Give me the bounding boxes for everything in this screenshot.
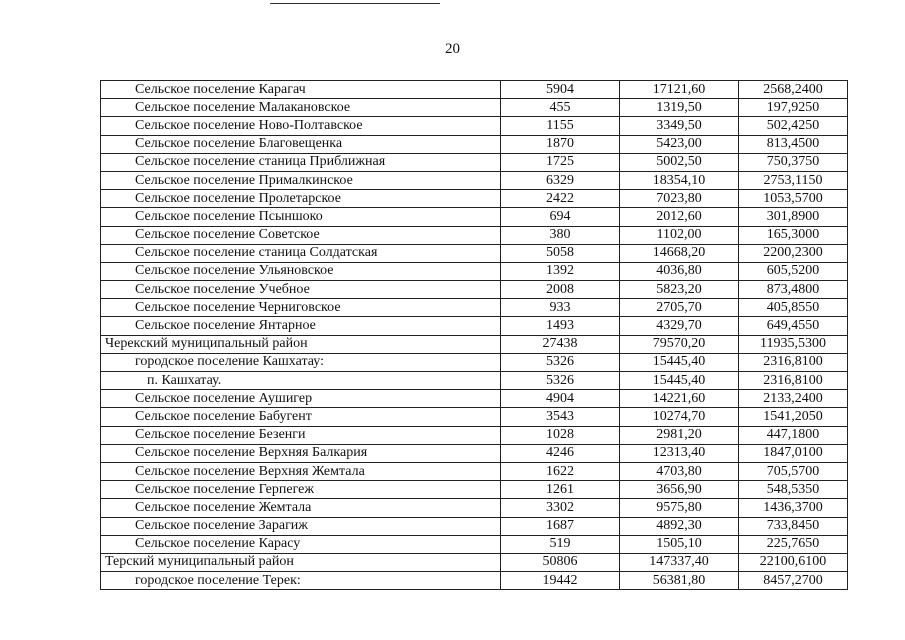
value-cell-1: 6329 [501,171,620,189]
value-cell-1: 4246 [501,444,620,462]
value-cell-1: 1687 [501,517,620,535]
table-row [101,117,848,135]
value-cell-1: 1028 [501,426,620,444]
value-cell-2: 10274,70 [620,408,739,426]
municipality-name-cell: Сельское поселение Янтарное [101,317,501,335]
table-row [101,208,848,226]
municipality-name-cell: Сельское поселение Благовещенка [101,135,501,153]
table-row [101,408,848,426]
table-row [101,517,848,535]
table-row [101,499,848,517]
municipality-name-cell: Сельское поселение станица Приближная [101,153,501,171]
value-cell-3: 2568,2400 [739,81,848,99]
value-cell-2: 4703,80 [620,462,739,480]
value-cell-2: 14221,60 [620,390,739,408]
table-row [101,262,848,280]
value-cell-3: 1847,0100 [739,444,848,462]
value-cell-1: 1870 [501,135,620,153]
value-cell-3: 2753,1150 [739,171,848,189]
value-cell-2: 5002,50 [620,153,739,171]
value-cell-1: 380 [501,226,620,244]
value-cell-3: 2316,8100 [739,353,848,371]
value-cell-1: 1493 [501,317,620,335]
value-cell-3: 750,3750 [739,153,848,171]
value-cell-2: 4329,70 [620,317,739,335]
table-row [101,226,848,244]
value-cell-3: 11935,5300 [739,335,848,353]
value-cell-2: 79570,20 [620,335,739,353]
table-row [101,135,848,153]
value-cell-1: 933 [501,299,620,317]
value-cell-3: 1541,2050 [739,408,848,426]
value-cell-3: 2200,2300 [739,244,848,262]
municipality-name-cell: Сельское поселение Верхняя Жемтала [101,462,501,480]
value-cell-3: 1436,3700 [739,499,848,517]
municipality-name-cell: Сельское поселение Ново-Полтавское [101,117,501,135]
value-cell-1: 519 [501,535,620,553]
municipality-name-cell: Сельское поселение Карасу [101,535,501,553]
value-cell-3: 301,8900 [739,208,848,226]
table-row [101,171,848,189]
value-cell-2: 4892,30 [620,517,739,535]
value-cell-1: 2422 [501,190,620,208]
table-row [101,481,848,499]
value-cell-1: 1261 [501,481,620,499]
value-cell-1: 1725 [501,153,620,171]
value-cell-3: 649,4550 [739,317,848,335]
value-cell-2: 2705,70 [620,299,739,317]
value-cell-2: 9575,80 [620,499,739,517]
value-cell-1: 1155 [501,117,620,135]
municipality-name-cell: Сельское поселение Зарагиж [101,517,501,535]
value-cell-2: 12313,40 [620,444,739,462]
value-cell-2: 2012,60 [620,208,739,226]
table-row [101,426,848,444]
value-cell-3: 8457,2700 [739,572,848,590]
municipality-name-cell: Сельское поселение Аушигер [101,390,501,408]
value-cell-1: 3302 [501,499,620,517]
municipality-name-cell: Сельское поселение Псыншоко [101,208,501,226]
table-row [101,353,848,371]
value-cell-3: 813,4500 [739,135,848,153]
table-row [101,553,848,571]
table-row [101,444,848,462]
value-cell-2: 3656,90 [620,481,739,499]
value-cell-1: 694 [501,208,620,226]
table-row [101,153,848,171]
value-cell-3: 873,4800 [739,281,848,299]
table-row [101,572,848,590]
municipality-name-cell: Сельское поселение Советское [101,226,501,244]
value-cell-1: 27438 [501,335,620,353]
value-cell-3: 2316,8100 [739,372,848,390]
value-cell-1: 1622 [501,462,620,480]
value-cell-2: 15445,40 [620,353,739,371]
value-cell-2: 56381,80 [620,572,739,590]
value-cell-2: 15445,40 [620,372,739,390]
value-cell-3: 605,5200 [739,262,848,280]
value-cell-3: 405,8550 [739,299,848,317]
value-cell-3: 733,8450 [739,517,848,535]
value-cell-3: 705,5700 [739,462,848,480]
value-cell-2: 5823,20 [620,281,739,299]
value-cell-3: 548,5350 [739,481,848,499]
municipality-name-cell: городское поселение Терек: [101,572,501,590]
value-cell-2: 1319,50 [620,99,739,117]
value-cell-3: 165,3000 [739,226,848,244]
table-body [101,81,848,590]
value-cell-3: 225,7650 [739,535,848,553]
municipality-name-cell: Сельское поселение Герпегеж [101,481,501,499]
table-row [101,281,848,299]
value-cell-2: 2981,20 [620,426,739,444]
value-cell-1: 5326 [501,353,620,371]
value-cell-1: 3543 [501,408,620,426]
value-cell-2: 17121,60 [620,81,739,99]
value-cell-1: 50806 [501,553,620,571]
value-cell-1: 19442 [501,572,620,590]
municipality-name-cell: п. Кашхатау. [101,372,501,390]
value-cell-1: 1392 [501,262,620,280]
value-cell-2: 147337,40 [620,553,739,571]
value-cell-2: 7023,80 [620,190,739,208]
municipality-name-cell: Сельское поселение Карагач [101,81,501,99]
municipality-name-cell: городское поселение Кашхатау: [101,353,501,371]
table-row [101,317,848,335]
municipality-name-cell: Сельское поселение Бабугент [101,408,501,426]
value-cell-2: 5423,00 [620,135,739,153]
budget-allocation-table [100,80,848,590]
value-cell-3: 197,9250 [739,99,848,117]
value-cell-3: 502,4250 [739,117,848,135]
value-cell-1: 455 [501,99,620,117]
value-cell-2: 3349,50 [620,117,739,135]
table-row [101,335,848,353]
value-cell-3: 22100,6100 [739,553,848,571]
municipality-name-cell: Сельское поселение Жемтала [101,499,501,517]
value-cell-1: 4904 [501,390,620,408]
municipality-name-cell: Сельское поселение Учебное [101,281,501,299]
table-row [101,190,848,208]
municipality-name-cell: Сельское поселение Малакановское [101,99,501,117]
value-cell-2: 18354,10 [620,171,739,189]
municipality-name-cell: Сельское поселение Ульяновское [101,262,501,280]
municipality-name-cell: Терский муниципальный район [101,553,501,571]
municipality-name-cell: Сельское поселение Пролетарское [101,190,501,208]
municipality-name-cell: Сельское поселение Прималкинское [101,171,501,189]
value-cell-2: 14668,20 [620,244,739,262]
value-cell-1: 2008 [501,281,620,299]
value-cell-1: 5326 [501,372,620,390]
table-row [101,99,848,117]
top-rule-mark [270,0,440,4]
value-cell-3: 447,1800 [739,426,848,444]
municipality-name-cell: Сельское поселение станица Солдатская [101,244,501,262]
table-row [101,462,848,480]
value-cell-3: 1053,5700 [739,190,848,208]
table-row [101,244,848,262]
value-cell-2: 1102,00 [620,226,739,244]
page-number: 20 [445,41,460,57]
value-cell-2: 1505,10 [620,535,739,553]
municipality-name-cell: Сельское поселение Безенги [101,426,501,444]
municipality-name-cell: Сельское поселение Верхняя Балкария [101,444,501,462]
municipality-name-cell: Черекский муниципальный район [101,335,501,353]
table-row [101,372,848,390]
table-row [101,81,848,99]
value-cell-1: 5904 [501,81,620,99]
table-row [101,390,848,408]
value-cell-1: 5058 [501,244,620,262]
municipality-name-cell: Сельское поселение Черниговское [101,299,501,317]
table-row [101,535,848,553]
table-row [101,299,848,317]
value-cell-3: 2133,2400 [739,390,848,408]
value-cell-2: 4036,80 [620,262,739,280]
